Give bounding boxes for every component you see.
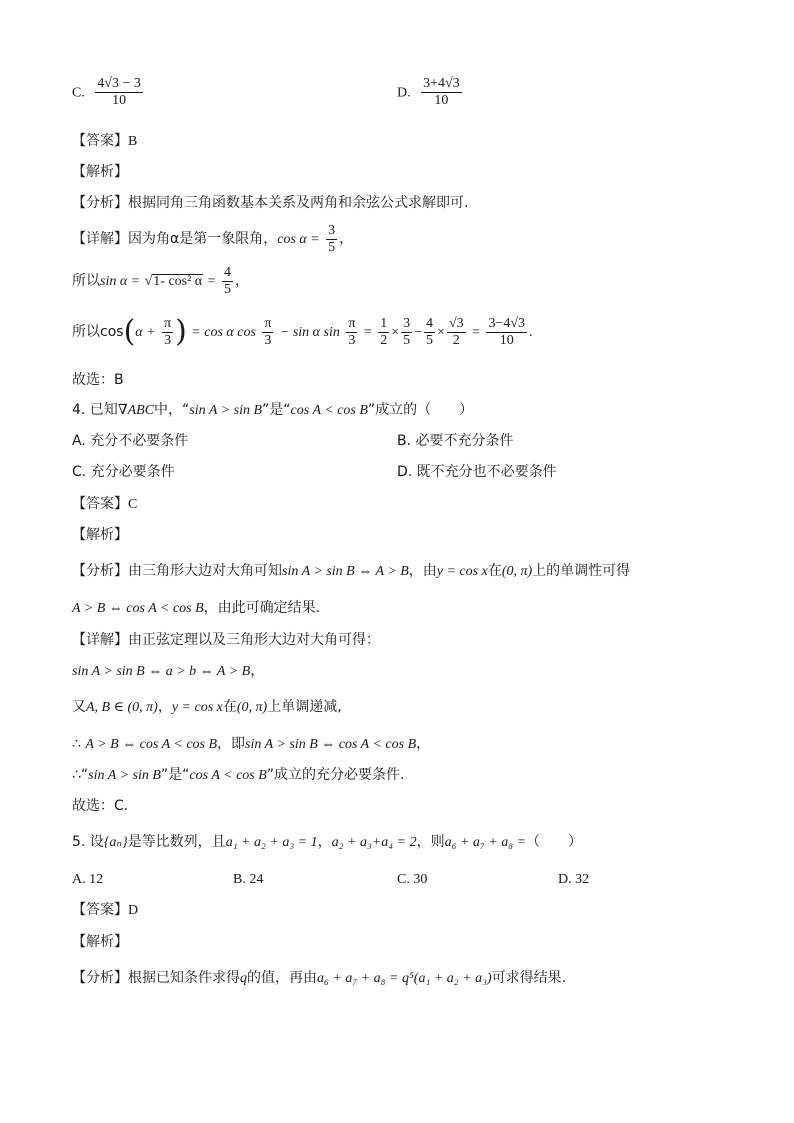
q4-detail: 【详解】由正弦定理以及三角形大边对大角可得： (72, 632, 380, 648)
fraction-4-5: $\frac{4}{5}$ (426, 315, 434, 348)
q5-option-d: D. 32 (558, 872, 590, 887)
fraction-3-5 (326, 223, 337, 256)
cos-rhs-1: = cos α cos (191, 325, 256, 340)
q4-option-b: B. 必要不充分条件 (397, 433, 514, 449)
q3-option-d (397, 76, 464, 109)
option-c-fraction (95, 76, 143, 109)
q5-option-c: C. 30 (397, 872, 428, 887)
fraction-numerator: 4 (223, 264, 231, 280)
detail-tag: 【详解】 (72, 632, 128, 648)
answer-value: B (128, 134, 138, 149)
q3-fenxi (72, 193, 468, 213)
q5-option-a: A. 12 (72, 872, 104, 887)
option-label: C. (72, 85, 85, 101)
fraction-1-2: $\frac{1}{2}$ (380, 315, 388, 348)
q4-analysis-tag: 【解析】 (72, 527, 128, 543)
q4-option-c: C. 充分必要条件 (72, 464, 175, 480)
cos-inner: α + (135, 325, 156, 340)
q4-fenxi-line2: A > B ⇔ cos A < cos B，由此可确定结果. (72, 600, 321, 616)
q5-analysis-tag: 【解析】 (72, 934, 128, 950)
q4-answer (72, 494, 137, 515)
fraction-numerator: 3 (328, 222, 336, 238)
q3-option-c (72, 76, 145, 109)
fraction-3-5: $\frac{3}{5}$ (403, 315, 411, 348)
fraction-numerator: 4√3 − 3 (97, 76, 141, 91)
q4-stem: 4. 已知∇ABC中，“sin A > sin B”是“cos A < cos B”成立的（ ） (72, 402, 474, 418)
q4-option-a: A. 充分不必要条件 (72, 433, 189, 449)
sequence-an: {aₙ} (103, 835, 128, 850)
option-d-fraction (421, 76, 462, 109)
q3-sin-line: 所以sin α = √1- cos² α = $\frac{4}{5}$ ， (72, 264, 249, 297)
fraction-numerator: 3+4√3 (423, 76, 460, 91)
fraction-denominator: 10 (434, 93, 449, 108)
q3-choose: 故选：B (72, 372, 124, 388)
sqrt-body: 1- cos² α (153, 274, 203, 289)
q5-answer (72, 900, 138, 921)
fraction-sqrt3-2: $\frac{√3}{2}$ (448, 315, 464, 348)
cos-rhs-2: − sin α sin (279, 325, 340, 340)
fraction-denominator: 5 (328, 239, 336, 255)
sin-alpha: sin α = (100, 274, 141, 289)
fraction-pi-3: $\frac{\pi}{3}$ (264, 315, 272, 348)
q3-cos-sum-line: 所以cos(α + $\frac{\pi}{3}$ ) = cos α cos $\frac{\pi}{3}$ − sin α sin $\frac{\pi}{3}$ = $\frac{1}{2}$ × $\frac{3}{5}$ − $\frac{4}{5}$ × $\frac{√3}{2}$ = $\frac{3-4√3}{10}$ . (72, 314, 533, 349)
q4-derivation-1: sin A > sin B ⇔ a > b ⇔ A > B， (72, 663, 265, 679)
fraction-denominator: 5 (223, 281, 231, 297)
option-label: D. (397, 85, 411, 101)
fenxi-tag: 【分析】 (72, 195, 128, 211)
answer-tag: 【答案】 (72, 902, 128, 918)
fraction-denominator: 10 (112, 93, 127, 108)
q4-derivation-4: ∴“sin A > sin B”是“cos A < cos B”成立的充分必要条件. (72, 767, 405, 783)
answer-value: C (128, 497, 138, 512)
q4-fenxi-line1: 【分析】由三角形大边对大角可知sin A > sin B ⇔ A > B，由y = cos x在(0, π)上的单调性可得 (72, 563, 631, 579)
suoyi-text: 所以 (72, 273, 100, 289)
q4-derivation-2: 又A, B ∈ (0, π)，y = cos x在(0, π)上单调递减, (72, 699, 342, 715)
fraction-4-5 (222, 265, 233, 298)
detail-tag: 【详解】 (72, 231, 128, 247)
fraction-pi-3: $\frac{\pi}{3}$ (348, 315, 356, 348)
q4-derivation-3: ∴ A > B ⇔ cos A < cos B，即sin A > sin B ⇔ cos A < cos B， (72, 736, 431, 752)
triangle-abc: ∇ABC (117, 403, 155, 418)
q5-stem: 5. 设{aₙ}是等比数列，且a₁ + a₂ + a₃ = 1，a₂ + a₃+a₄ = 2，则a₆ + a₇ + a₈ =（ ） (72, 834, 583, 850)
q3-detail: 【详解】因为角α是第一象限角，cos α = $\frac{3}{5}$ ， (72, 222, 354, 255)
q4-choose: 故选：C. (72, 798, 129, 814)
cos-lead: 所以cos (72, 324, 124, 340)
answer-value: D (128, 903, 139, 918)
answer-tag: 【答案】 (72, 496, 128, 512)
fraction-pi-3: $\frac{\pi}{3}$ (164, 315, 172, 348)
cos-alpha: cos α = (277, 232, 320, 247)
final-fraction: $\frac{3-4√3}{10}$ (488, 315, 526, 348)
detail-text: 因为角α是第一象限角， (128, 231, 278, 247)
answer-tag: 【答案】 (72, 133, 128, 149)
q4-option-d: D. 既不充分也不必要条件 (397, 464, 557, 480)
q5-fenxi: 【分析】根据已知条件求得q的值，再由a₆ + a₇ + a₈ = q⁵(a₁ + a₂ + a₃)可求得结果. (72, 970, 567, 986)
fenxi-text: 根据同角三角函数基本关系及两角和余弦公式求解即可. (128, 195, 469, 211)
equals-sign: = (207, 274, 216, 289)
q3-analysis-tag: 【解析】 (72, 164, 128, 180)
q3-answer (72, 131, 137, 152)
q5-option-b: B. 24 (233, 872, 264, 887)
